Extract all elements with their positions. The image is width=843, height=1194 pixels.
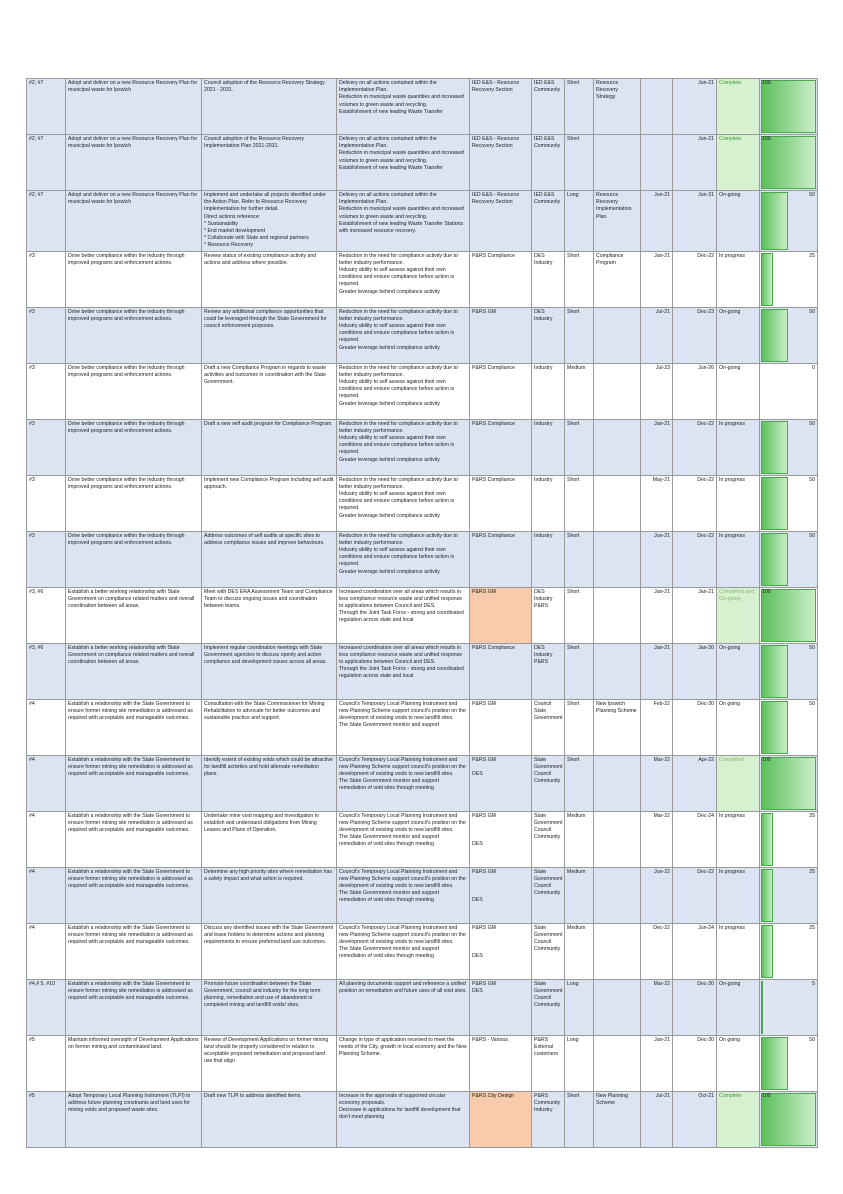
objective-cell: Maintain informed oversight of Development Applications on former mining and contaminated land. <box>66 1035 202 1091</box>
status-cell: In progress <box>717 251 760 307</box>
timeframe-cell: Short <box>565 307 594 363</box>
partner-cell: DES Industry <box>532 251 565 307</box>
progress-cell <box>760 363 818 419</box>
status-cell: On-going <box>717 979 760 1035</box>
progress-value: 100 <box>762 136 771 142</box>
partner-cell: Industry <box>532 363 565 419</box>
lead-cell: P&RS GM <box>470 699 532 755</box>
lead-cell: P&RS GM DES <box>470 979 532 1035</box>
objective-cell: Drive better compliance within the industry through improved programs and enforcement actions. <box>66 251 202 307</box>
outcome-cell: Delivery on all actions contained within the Implementation Plan. Reduction in municipal waste quantities and increased volumes to green waste and recycling. Establishment of new leading Waste Transfer <box>337 135 470 191</box>
table-row <box>27 867 818 923</box>
status-cell: Complete <box>717 135 760 191</box>
end-cell: Dec-22 <box>673 251 717 307</box>
status-cell: On-going <box>717 307 760 363</box>
start-cell: Jan-21 <box>641 1035 673 1091</box>
status-cell: In progress <box>717 419 760 475</box>
link-cell <box>594 979 641 1035</box>
action-cell: Draft a new Compliance Program in regards to waste activities and outcomes in coordination with the State Government. <box>202 363 337 419</box>
objective-cell: Establish a better working relationship with State Government on compliance related matters and overall coordination between all areas. <box>66 643 202 699</box>
end-cell: Jun-31 <box>673 191 717 252</box>
link-cell <box>594 363 641 419</box>
lead-cell: P&RS GM <box>470 307 532 363</box>
partner-cell: IED E&S Community <box>532 191 565 252</box>
timeframe-cell: Short <box>565 79 594 135</box>
partner-cell: DES Industry P&RS <box>532 643 565 699</box>
table-row <box>27 587 818 643</box>
outcome-cell: Increased coordination over all areas which results in less compliance resource waste and unified response to applications between Council and DES. Through the Joint Task Force - strong and coordinated regulation across state and local <box>337 643 470 699</box>
action-cell: Identify extent of existing voids which could be attractive for landfill activities and hold alternate remediation plans. <box>202 755 337 811</box>
progress-cell <box>760 1035 818 1091</box>
timeframe-cell: Short <box>565 475 594 531</box>
ref-cell: #4,# 5, #10 <box>27 979 66 1035</box>
ref-cell: #4 <box>27 923 66 979</box>
timeframe-cell: Short <box>565 419 594 475</box>
action-cell: Discuss any identified issues with the State Government and lease holders to determine actions and planning requirements to ensure preferred land use outcomes. <box>202 923 337 979</box>
progress-bar-fill <box>761 869 773 922</box>
outcome-cell: Increase in the approvals of supported circular economy proposals. Decrease in applications for landfill development that don't meet planning <box>337 1091 470 1147</box>
objective-cell: Adopt and deliver on a new Resource Recovery Plan for municipal waste for Ipswich <box>66 79 202 135</box>
timeframe-cell: Short <box>565 251 594 307</box>
progress-cell <box>760 811 818 867</box>
outcome-cell: Council's Temporary Local Planning Instrument and new Planning Scheme support council's position on the development of existing voids to new landfill sites. The State Government monitor and support remediation of void sites through meeting <box>337 867 470 923</box>
table-row <box>27 923 818 979</box>
table-row <box>27 531 818 587</box>
objective-cell: Establish a relationship with the State Government to ensure former mining site remediation is addressed as required with acceptable and manageable outcomes. <box>66 867 202 923</box>
end-cell: Jan-30 <box>673 643 717 699</box>
table-row <box>27 363 818 419</box>
table-row <box>27 811 818 867</box>
progress-bar-fill <box>761 421 788 474</box>
progress-cell <box>760 979 818 1035</box>
partner-cell: Industry <box>532 419 565 475</box>
start-cell: Jan-21 <box>641 251 673 307</box>
lead-cell: P&RS Compliance <box>470 363 532 419</box>
objective-cell: Establish a relationship with the State Government to ensure former mining site remediation is addressed as required with acceptable and manageable outcomes. <box>66 923 202 979</box>
table-row <box>27 307 818 363</box>
action-cell: Review status of existing compliance activity and actions and address where possible. <box>202 251 337 307</box>
status-cell: Complete <box>717 79 760 135</box>
progress-cell <box>760 79 818 135</box>
lead-cell: P&RS Compliance <box>470 475 532 531</box>
objective-cell: Establish a better working relationship with State Government on compliance related matters and overall coordination between all areas. <box>66 587 202 643</box>
status-cell: On-going <box>717 191 760 252</box>
action-cell: Draft a new self audit program for Compliance Program. <box>202 419 337 475</box>
timeframe-cell: Short <box>565 531 594 587</box>
progress-value: 0 <box>812 364 815 371</box>
progress-value: 50 <box>809 420 815 427</box>
ref-cell: #4 <box>27 755 66 811</box>
lead-cell: P&RS Compliance <box>470 531 532 587</box>
start-cell <box>641 79 673 135</box>
lead-cell: P&RS GM DES <box>470 867 532 923</box>
lead-cell: P&RS Compliance <box>470 251 532 307</box>
progress-bar-fill <box>761 192 788 250</box>
start-cell: May-21 <box>641 475 673 531</box>
outcome-cell: Increased coordination over all areas which results in less compliance resource waste and unified response to applications between Council and DES. Through the Joint Task Force - strong and coordinated regulation across state and local <box>337 587 470 643</box>
outcome-cell: Delivery on all actions contained within the Implementation Plan. Reduction in municipal waste quantities and increased volumes to green waste and recycling. Establishment of new leading Waste Transfer Stations with increased resource recovery. <box>337 191 470 252</box>
start-cell: Jul-23 <box>641 363 673 419</box>
link-cell <box>594 867 641 923</box>
progress-value: 100 <box>762 1092 771 1099</box>
link-cell <box>594 307 641 363</box>
ref-cell: #3 <box>27 531 66 587</box>
status-cell: In progress <box>717 867 760 923</box>
progress-value: 100 <box>762 80 771 86</box>
start-cell: Jun-22 <box>641 867 673 923</box>
progress-bar-fill <box>761 645 788 698</box>
objective-cell: Adopt and deliver on a new Resource Recovery Plan for municipal waste for Ipswich <box>66 135 202 191</box>
progress-cell <box>760 587 818 643</box>
timeframe-cell: Medium <box>565 923 594 979</box>
action-cell: Implement and undertake all projects identified under the Action Plan. Refer to Resource Recovery Implementation for further detail. Direct actions reference: * Sustainability * End market development * Collaborate with State and regional partners * Resource Recovery <box>202 191 337 252</box>
progress-bar-fill <box>761 309 788 362</box>
partner-cell: State Government Council Community <box>532 867 565 923</box>
partner-cell: Industry <box>532 531 565 587</box>
table-row <box>27 251 818 307</box>
outcome-cell: Reduction in the need for compliance activity due to better industry performance. Industry ability to self assess against their own conditions and ensure compliance before action is required. Greater leverage behind compliance activity <box>337 251 470 307</box>
lead-cell: P&RS Compliance <box>470 419 532 475</box>
ref-cell: #4 <box>27 811 66 867</box>
status-cell: On-going <box>717 363 760 419</box>
status-cell: In progress <box>717 475 760 531</box>
start-cell: Mar-22 <box>641 811 673 867</box>
partner-cell: State Government Council Community <box>532 755 565 811</box>
start-cell: Jan-21 <box>641 419 673 475</box>
timeframe-cell: Short <box>565 755 594 811</box>
progress-cell <box>760 531 818 587</box>
outcome-cell: Council's Temporary Local Planning Instrument and new Planning Scheme support council's position on the development of existing voids to new landfill sites. The State Government monitor and support <box>337 699 470 755</box>
objective-cell: Drive better compliance within the industry through improved programs and enforcement actions. <box>66 531 202 587</box>
link-cell <box>594 587 641 643</box>
end-cell: Jun-26 <box>673 363 717 419</box>
table-row <box>27 1091 818 1147</box>
table-row <box>27 643 818 699</box>
progress-cell <box>760 475 818 531</box>
progress-bar-fill <box>761 1093 816 1146</box>
partner-cell: State Government Council Community <box>532 923 565 979</box>
outcome-cell: Council's Temporary Local Planning Instrument and new Planning Scheme support council's position on the development of existing voids to new landfill sites. The State Government monitor and support remediation of void sites through meeting <box>337 811 470 867</box>
progress-value: 100 <box>762 588 771 595</box>
objective-cell: Drive better compliance within the industry through improved programs and enforcement actions. <box>66 419 202 475</box>
partner-cell: P&RS Community Industry <box>532 1091 565 1147</box>
ref-cell: #2, #7 <box>27 135 66 191</box>
progress-bar-fill <box>761 589 816 642</box>
ref-cell: #3 <box>27 419 66 475</box>
ref-cell: #3, #6 <box>27 587 66 643</box>
objective-cell: Drive better compliance within the industry through improved programs and enforcement actions. <box>66 475 202 531</box>
table-row <box>27 191 818 252</box>
partner-cell: State Government Council Community <box>532 811 565 867</box>
timeframe-cell: Short <box>565 587 594 643</box>
end-cell: Dec-30 <box>673 699 717 755</box>
start-cell: Jul-21 <box>641 307 673 363</box>
progress-cell <box>760 643 818 699</box>
action-cell: Review any additional compliance opportunities that could be leveraged through the State Government for council enforcement purposes. <box>202 307 337 363</box>
status-cell: In progress <box>717 531 760 587</box>
lead-cell: P&RS Compliance <box>470 643 532 699</box>
status-cell: Completed <box>717 755 760 811</box>
status-cell: On-going <box>717 643 760 699</box>
table-row <box>27 79 818 135</box>
outcome-cell: Reduction in the need for compliance activity due to better industry performance. Industry ability to self assess against their own conditions and ensure compliance before action is required. Greater leverage behind compliance activity <box>337 475 470 531</box>
action-cell: Draft new TLPI to address identified items. <box>202 1091 337 1147</box>
progress-bar-fill <box>761 701 788 754</box>
lead-cell: IED E&S - Resource Recovery Section <box>470 79 532 135</box>
objective-cell: Establish a relationship with the State Government to ensure former mining site remediation is addressed as required with acceptable and manageable outcomes. <box>66 755 202 811</box>
action-plan-table <box>26 78 818 1148</box>
progress-value: 25 <box>809 252 815 259</box>
progress-value: 50 <box>809 532 815 539</box>
action-cell: Council adoption of the Resource Recovery Strategy 2021 - 2031. <box>202 79 337 135</box>
table-row <box>27 1035 818 1091</box>
table-row <box>27 419 818 475</box>
end-cell: Apr-22 <box>673 755 717 811</box>
table-row <box>27 699 818 755</box>
progress-cell <box>760 867 818 923</box>
ref-cell: #4 <box>27 867 66 923</box>
progress-value: 25 <box>809 868 815 875</box>
link-cell: Compliance Program <box>594 251 641 307</box>
progress-cell <box>760 1091 818 1147</box>
end-cell: Dec-22 <box>673 419 717 475</box>
progress-value: 50 <box>809 1036 815 1043</box>
lead-cell: IED E&S - Resource Recovery Section <box>470 135 532 191</box>
status-cell: On going <box>717 699 760 755</box>
start-cell: Mar-22 <box>641 755 673 811</box>
progress-value: 100 <box>762 756 771 763</box>
end-cell: Jun-24 <box>673 923 717 979</box>
progress-value: 50 <box>809 308 815 315</box>
ref-cell: #4 <box>27 699 66 755</box>
action-cell: Implement regular coordination meetings with State Government agencies to discuss openly and action compliance and development issues across all areas. <box>202 643 337 699</box>
partner-cell: Industry <box>532 475 565 531</box>
end-cell: Oct-21 <box>673 1091 717 1147</box>
end-cell: Dec-23 <box>673 307 717 363</box>
lead-cell: P&RS - Various <box>470 1035 532 1091</box>
ref-cell: #3 <box>27 475 66 531</box>
link-cell <box>594 1035 641 1091</box>
end-cell: Dec-22 <box>673 475 717 531</box>
link-cell <box>594 811 641 867</box>
progress-cell <box>760 135 818 191</box>
timeframe-cell: Short <box>565 699 594 755</box>
objective-cell: Establish a relationship with the State Government to ensure former mining site remediation is addressed as required with acceptable and manageable outcomes. <box>66 811 202 867</box>
table-row <box>27 475 818 531</box>
end-cell: Dec-30 <box>673 979 717 1035</box>
progress-bar-fill <box>761 136 816 189</box>
progress-value: 50 <box>809 476 815 483</box>
outcome-cell: Reduction in the need for compliance activity due to better industry performance. Industry ability to self assess against their own conditions and ensure compliance before action is required. Greater leverage behind compliance activity <box>337 363 470 419</box>
link-cell <box>594 643 641 699</box>
progress-bar-fill <box>761 1037 788 1090</box>
end-cell: Dec-30 <box>673 1035 717 1091</box>
outcome-cell: Reduction in the need for compliance activity due to better industry performance. Industry ability to self assess against their own conditions and ensure compliance before action is required. Greater leverage behind compliance activity <box>337 419 470 475</box>
progress-bar-fill <box>761 981 763 1034</box>
ref-cell: #3, #6 <box>27 643 66 699</box>
outcome-cell: Change in type of application received to meet the needs of the City, growth in local economy and the New Planning Scheme. <box>337 1035 470 1091</box>
lead-cell: P&RS GM DES <box>470 811 532 867</box>
timeframe-cell: Long <box>565 979 594 1035</box>
timeframe-cell: Long <box>565 1035 594 1091</box>
end-cell: Dec-22 <box>673 531 717 587</box>
lead-cell: P&RS GM <box>470 587 532 643</box>
timeframe-cell: Short <box>565 643 594 699</box>
progress-cell <box>760 419 818 475</box>
objective-cell: Adopt Temporary Local Planning Instrument (TLPI) to address future planning constraints and land uses for mining voids and proposed waste sites. <box>66 1091 202 1147</box>
progress-value: 25 <box>809 924 815 931</box>
link-cell <box>594 531 641 587</box>
outcome-cell: Reduction in the need for compliance activity due to better industry performance. Industry ability to self assess against their own conditions and ensure compliance before action is required. Greater leverage behind compliance activity <box>337 531 470 587</box>
status-cell: Complete <box>717 1091 760 1147</box>
action-cell: Determine any high priority sites where remediation has a safety impact and what action is required. <box>202 867 337 923</box>
objective-cell: Establish a relationship with the State Government to ensure former mining site remediation is addressed as required with acceptable and manageable outcomes. <box>66 979 202 1035</box>
progress-cell <box>760 191 818 252</box>
action-cell: Promote future coordination between the State Government, council and industry for the long term planning, remediation and use of abandoned or completed mining and landfill voids/ sites. <box>202 979 337 1035</box>
progress-bar-fill <box>761 813 773 866</box>
end-cell: Jun-21 <box>673 135 717 191</box>
progress-value: 25 <box>809 812 815 819</box>
partner-cell: IED E&S Community <box>532 135 565 191</box>
status-cell: On going <box>717 1035 760 1091</box>
ref-cell: #2, #7 <box>27 191 66 252</box>
action-cell: Consultation with the State Commissioner for Mining Rehabilitation to advocate for better outcomes and sustainable practice and support. <box>202 699 337 755</box>
end-cell: Dec-24 <box>673 811 717 867</box>
table-row <box>27 979 818 1035</box>
outcome-cell: All planning documents support and reference a unified position on remediation and future uses of all void sites. <box>337 979 470 1035</box>
progress-value: 50 <box>809 644 815 651</box>
link-cell <box>594 475 641 531</box>
outcome-cell: Delivery on all actions contained within the Implementation Plan. Reduction in municipal waste quantities and increased volumes to green waste and recycling. Establishment of new leading Waste Transfer <box>337 79 470 135</box>
action-cell: Review of Development Applications on former mining land should be properly considered in relation to acceptable proposed remediation and proposed land use that align <box>202 1035 337 1091</box>
ref-cell: #5 <box>27 1091 66 1147</box>
action-cell: Meet with DES ERA Assessment Team and Compliance Team to discuss ongoing issues and coordination between teams. <box>202 587 337 643</box>
progress-value: 50 <box>809 192 815 198</box>
timeframe-cell: Short <box>565 135 594 191</box>
link-cell: Resource Recovery Strategy <box>594 79 641 135</box>
link-cell <box>594 923 641 979</box>
link-cell: New Planning Scheme <box>594 1091 641 1147</box>
action-cell: Council adoption of the Resource Recovery Implementation Plan 2021-2031. <box>202 135 337 191</box>
objective-cell: Drive better compliance within the industry through improved programs and enforcement actions. <box>66 363 202 419</box>
start-cell <box>641 135 673 191</box>
progress-bar-fill <box>761 925 773 978</box>
partner-cell: IED E&S Community <box>532 79 565 135</box>
progress-bar-fill <box>761 477 788 530</box>
status-cell: In progress <box>717 923 760 979</box>
link-cell: New Ipswich Planning Scheme <box>594 699 641 755</box>
link-cell: Resource Recovery Implementation Plan <box>594 191 641 252</box>
end-cell: Jun-21 <box>673 79 717 135</box>
timeframe-cell: Medium <box>565 867 594 923</box>
link-cell <box>594 419 641 475</box>
progress-cell <box>760 755 818 811</box>
lead-cell: IED E&S - Resource Recovery Section <box>470 191 532 252</box>
partner-cell: Council State Government <box>532 699 565 755</box>
outcome-cell: Council's Temporary Local Planning Instrument and new Planning Scheme support council's position on the development of existing voids to new landfill sites. The State Government monitor and support remediation of void sites through meeting <box>337 923 470 979</box>
action-cell: Undertake mine void mapping and investigation to establish and understand obligations from Mining Leases and Plans of Operation. <box>202 811 337 867</box>
partner-cell: State Government Council Community <box>532 979 565 1035</box>
status-cell: In progress <box>717 811 760 867</box>
timeframe-cell: Medium <box>565 363 594 419</box>
ref-cell: #3 <box>27 363 66 419</box>
start-cell: Dec-22 <box>641 923 673 979</box>
progress-cell <box>760 699 818 755</box>
outcome-cell: Reduction in the need for compliance activity due to better industry performance. Industry ability to self assess against their own conditions and ensure compliance before action is required. Greater leverage behind compliance activity <box>337 307 470 363</box>
ref-cell: #2, #7 <box>27 79 66 135</box>
progress-cell <box>760 307 818 363</box>
start-cell: Jan-21 <box>641 587 673 643</box>
ref-cell: #3 <box>27 307 66 363</box>
status-cell: Completed and On-going <box>717 587 760 643</box>
start-cell: Jun-21 <box>641 531 673 587</box>
link-cell <box>594 755 641 811</box>
start-cell: Feb-22 <box>641 699 673 755</box>
action-cell: Address outcomes of self audits at specific sites to address compliance issues and improve behaviours. <box>202 531 337 587</box>
end-cell: Dec-22 <box>673 867 717 923</box>
objective-cell: Drive better compliance within the industry through improved programs and enforcement actions. <box>66 307 202 363</box>
objective-cell: Establish a relationship with the State Government to ensure former mining site remediation is addressed as required with acceptable and manageable outcomes. <box>66 699 202 755</box>
lead-cell: P&RS GM DES <box>470 923 532 979</box>
progress-bar-fill <box>761 757 816 810</box>
table-row <box>27 755 818 811</box>
progress-bar-fill <box>761 253 773 306</box>
start-cell: Jun-21 <box>641 191 673 252</box>
progress-value: 50 <box>809 700 815 707</box>
progress-cell <box>760 251 818 307</box>
start-cell: Mar-22 <box>641 979 673 1035</box>
objective-cell: Adopt and deliver on a new Resource Recovery Plan for municipal waste for Ipswich <box>66 191 202 252</box>
start-cell: Jan-21 <box>641 643 673 699</box>
end-cell: Jan-21 <box>673 587 717 643</box>
table-row <box>27 135 818 191</box>
progress-cell <box>760 923 818 979</box>
timeframe-cell: Short <box>565 1091 594 1147</box>
lead-cell: P&RS GM DES <box>470 755 532 811</box>
action-cell: Implement new Compliance Program including self audit approach. <box>202 475 337 531</box>
link-cell <box>594 135 641 191</box>
progress-value: 5 <box>812 980 815 987</box>
ref-cell: #3 <box>27 251 66 307</box>
partner-cell: P&RS External customers <box>532 1035 565 1091</box>
partner-cell: DES Industry <box>532 307 565 363</box>
partner-cell: DES Industry P&RS <box>532 587 565 643</box>
start-cell: Jul-21 <box>641 1091 673 1147</box>
progress-bar-fill <box>761 533 788 586</box>
outcome-cell: Council's Temporary Local Planning Instrument and new Planning Scheme support council's position on the development of existing voids to new landfill sites. The State Government monitor and support remediation of void sites through meeting <box>337 755 470 811</box>
lead-cell: P&RS City Design <box>470 1091 532 1147</box>
progress-bar-fill <box>761 80 816 133</box>
timeframe-cell: Medium <box>565 811 594 867</box>
timeframe-cell: Long <box>565 191 594 252</box>
ref-cell: #5 <box>27 1035 66 1091</box>
